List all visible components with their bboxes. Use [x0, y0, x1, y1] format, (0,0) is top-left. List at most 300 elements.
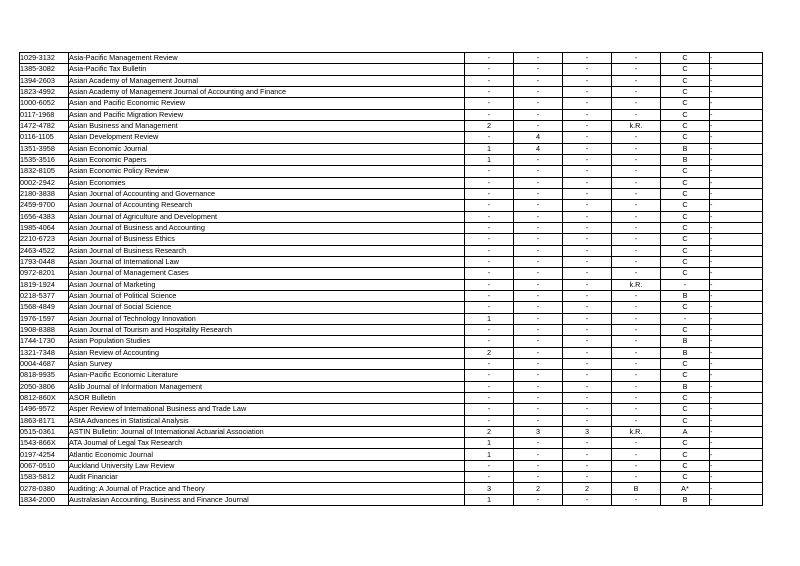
- journal-title-cell: Asian Journal of Political Science: [69, 290, 465, 301]
- rating-cell-3: -: [563, 200, 612, 211]
- journal-title-cell: Asian Population Studies: [69, 336, 465, 347]
- rating-cell-1: -: [465, 381, 514, 392]
- rating-cell-6: -: [710, 438, 763, 449]
- rating-cell-6: -: [710, 154, 763, 165]
- issn-cell: 1496-9572: [20, 404, 69, 415]
- rating-cell-5: C: [661, 188, 710, 199]
- rating-cell-6: -: [710, 109, 763, 120]
- issn-cell: 0002-2942: [20, 177, 69, 188]
- rating-cell-5: C: [661, 370, 710, 381]
- journal-title-cell: Asian Economies: [69, 177, 465, 188]
- rating-cell-4: -: [612, 222, 661, 233]
- rating-cell-5: C: [661, 460, 710, 471]
- table-row: [20, 75, 763, 86]
- journal-title-cell: Asian Economic Papers: [69, 154, 465, 165]
- issn-cell: 0004-4687: [20, 358, 69, 369]
- rating-cell-1: -: [465, 256, 514, 267]
- rating-cell-1: -: [465, 166, 514, 177]
- rating-cell-5: C: [661, 415, 710, 426]
- rating-cell-6: -: [710, 358, 763, 369]
- rating-cell-3: -: [563, 392, 612, 403]
- rating-cell-5: B: [661, 347, 710, 358]
- table-row: [20, 336, 763, 347]
- rating-cell-4: -: [612, 53, 661, 64]
- table-body: [20, 53, 763, 506]
- rating-cell-6: -: [710, 302, 763, 313]
- rating-cell-2: -: [514, 75, 563, 86]
- rating-cell-6: -: [710, 86, 763, 97]
- table-row: [20, 143, 763, 154]
- rating-cell-4: -: [612, 188, 661, 199]
- issn-cell: 1568-4849: [20, 302, 69, 313]
- table-row: [20, 460, 763, 471]
- rating-cell-6: -: [710, 143, 763, 154]
- rating-cell-5: C: [661, 392, 710, 403]
- rating-cell-4: -: [612, 200, 661, 211]
- table-row: [20, 324, 763, 335]
- rating-cell-2: -: [514, 86, 563, 97]
- rating-cell-3: -: [563, 64, 612, 75]
- issn-cell: 1000-6052: [20, 98, 69, 109]
- rating-cell-1: 2: [465, 120, 514, 131]
- rating-cell-2: -: [514, 166, 563, 177]
- rating-cell-5: -: [661, 313, 710, 324]
- rating-cell-4: -: [612, 438, 661, 449]
- table-row: [20, 358, 763, 369]
- table-row: [20, 177, 763, 188]
- rating-cell-2: -: [514, 324, 563, 335]
- issn-cell: 0116-1105: [20, 132, 69, 143]
- rating-cell-3: -: [563, 370, 612, 381]
- rating-cell-2: -: [514, 336, 563, 347]
- table-row: [20, 98, 763, 109]
- rating-cell-6: -: [710, 381, 763, 392]
- table-row: [20, 302, 763, 313]
- rating-cell-1: 1: [465, 449, 514, 460]
- rating-cell-6: -: [710, 200, 763, 211]
- rating-cell-2: -: [514, 313, 563, 324]
- table-row: [20, 64, 763, 75]
- journal-title-cell: Asian Review of Accounting: [69, 347, 465, 358]
- rating-cell-5: C: [661, 472, 710, 483]
- rating-cell-3: -: [563, 109, 612, 120]
- rating-cell-6: -: [710, 494, 763, 505]
- rating-cell-4: -: [612, 449, 661, 460]
- table-row: [20, 166, 763, 177]
- journal-title-cell: Asian-Pacific Economic Literature: [69, 370, 465, 381]
- journal-title-cell: Australasian Accounting, Business and Finance Journal: [69, 494, 465, 505]
- rating-cell-5: -: [661, 279, 710, 290]
- rating-cell-1: -: [465, 324, 514, 335]
- journal-title-cell: Asian Journal of Accounting and Governance: [69, 188, 465, 199]
- rating-cell-5: C: [661, 132, 710, 143]
- rating-cell-5: C: [661, 256, 710, 267]
- rating-cell-3: -: [563, 143, 612, 154]
- rating-cell-4: -: [612, 268, 661, 279]
- rating-cell-3: -: [563, 494, 612, 505]
- rating-cell-3: -: [563, 472, 612, 483]
- rating-cell-5: C: [661, 120, 710, 131]
- rating-cell-2: -: [514, 109, 563, 120]
- rating-cell-2: -: [514, 154, 563, 165]
- rating-cell-5: C: [661, 268, 710, 279]
- issn-cell: 0812-860X: [20, 392, 69, 403]
- issn-cell: 2463-4522: [20, 245, 69, 256]
- rating-cell-3: -: [563, 188, 612, 199]
- rating-cell-3: -: [563, 438, 612, 449]
- rating-cell-2: -: [514, 370, 563, 381]
- rating-cell-6: -: [710, 132, 763, 143]
- table-row: [20, 426, 763, 437]
- issn-cell: 1351-3958: [20, 143, 69, 154]
- journal-title-cell: ATA Journal of Legal Tax Research: [69, 438, 465, 449]
- rating-cell-3: -: [563, 324, 612, 335]
- journal-title-cell: Asian Journal of Agriculture and Development: [69, 211, 465, 222]
- issn-cell: 0972-8201: [20, 268, 69, 279]
- rating-cell-3: -: [563, 256, 612, 267]
- journal-title-cell: Asian Economic Journal: [69, 143, 465, 154]
- rating-cell-4: -: [612, 381, 661, 392]
- issn-cell: 2050-3806: [20, 381, 69, 392]
- issn-cell: 1029-3132: [20, 53, 69, 64]
- rating-cell-6: -: [710, 188, 763, 199]
- table-row: [20, 381, 763, 392]
- rating-cell-1: -: [465, 460, 514, 471]
- journal-title-cell: Asian Business and Management: [69, 120, 465, 131]
- rating-cell-5: C: [661, 234, 710, 245]
- rating-cell-1: -: [465, 188, 514, 199]
- rating-cell-4: k.R.: [612, 426, 661, 437]
- rating-cell-1: -: [465, 211, 514, 222]
- rating-cell-6: -: [710, 347, 763, 358]
- table-row: [20, 211, 763, 222]
- rating-cell-6: -: [710, 449, 763, 460]
- rating-cell-6: -: [710, 234, 763, 245]
- rating-cell-4: -: [612, 494, 661, 505]
- rating-cell-1: -: [465, 245, 514, 256]
- rating-cell-6: -: [710, 211, 763, 222]
- rating-cell-3: -: [563, 211, 612, 222]
- rating-cell-4: -: [612, 302, 661, 313]
- rating-cell-1: -: [465, 222, 514, 233]
- rating-cell-1: 2: [465, 347, 514, 358]
- journal-title-cell: Auckland University Law Review: [69, 460, 465, 471]
- journal-title-cell: Atlantic Economic Journal: [69, 449, 465, 460]
- rating-cell-6: -: [710, 472, 763, 483]
- journal-title-cell: AStA Advances in Statistical Analysis: [69, 415, 465, 426]
- rating-cell-2: -: [514, 302, 563, 313]
- journal-title-cell: Asia-Pacific Tax Bulletin: [69, 64, 465, 75]
- issn-cell: 1656-4383: [20, 211, 69, 222]
- rating-cell-1: 1: [465, 143, 514, 154]
- issn-cell: 1832-8105: [20, 166, 69, 177]
- rating-cell-4: -: [612, 166, 661, 177]
- journal-title-cell: Asian Development Review: [69, 132, 465, 143]
- rating-cell-3: -: [563, 166, 612, 177]
- rating-cell-5: C: [661, 449, 710, 460]
- rating-cell-2: -: [514, 358, 563, 369]
- rating-cell-6: -: [710, 313, 763, 324]
- rating-cell-6: -: [710, 483, 763, 494]
- rating-cell-1: -: [465, 392, 514, 403]
- rating-cell-3: -: [563, 86, 612, 97]
- table-row: [20, 313, 763, 324]
- rating-cell-6: -: [710, 460, 763, 471]
- rating-cell-3: 3: [563, 426, 612, 437]
- table-row: [20, 234, 763, 245]
- issn-cell: 1472-4782: [20, 120, 69, 131]
- rating-cell-2: -: [514, 279, 563, 290]
- rating-cell-6: -: [710, 222, 763, 233]
- issn-cell: 1908-8388: [20, 324, 69, 335]
- rating-cell-4: -: [612, 392, 661, 403]
- rating-cell-6: -: [710, 245, 763, 256]
- table-row: [20, 154, 763, 165]
- rating-cell-4: -: [612, 132, 661, 143]
- rating-cell-5: B: [661, 381, 710, 392]
- rating-cell-5: C: [661, 109, 710, 120]
- rating-cell-1: 2: [465, 426, 514, 437]
- rating-cell-4: -: [612, 86, 661, 97]
- journal-title-cell: Asian Academy of Management Journal: [69, 75, 465, 86]
- rating-cell-3: -: [563, 302, 612, 313]
- rating-cell-4: -: [612, 98, 661, 109]
- issn-cell: 1583-5812: [20, 472, 69, 483]
- rating-cell-3: -: [563, 53, 612, 64]
- table-row: [20, 86, 763, 97]
- rating-cell-2: -: [514, 381, 563, 392]
- rating-cell-3: -: [563, 268, 612, 279]
- table-row: [20, 245, 763, 256]
- rating-cell-2: -: [514, 392, 563, 403]
- journal-title-cell: Asian and Pacific Economic Review: [69, 98, 465, 109]
- rating-cell-1: -: [465, 75, 514, 86]
- rating-cell-2: -: [514, 98, 563, 109]
- rating-cell-5: A: [661, 426, 710, 437]
- rating-cell-5: C: [661, 75, 710, 86]
- rating-cell-4: -: [612, 347, 661, 358]
- rating-cell-1: 1: [465, 438, 514, 449]
- rating-cell-2: -: [514, 234, 563, 245]
- rating-cell-6: -: [710, 120, 763, 131]
- journal-ranking-table: [19, 52, 763, 506]
- rating-cell-3: -: [563, 132, 612, 143]
- table-row: [20, 120, 763, 131]
- journal-title-cell: Asian Survey: [69, 358, 465, 369]
- rating-cell-2: -: [514, 404, 563, 415]
- rating-cell-6: -: [710, 370, 763, 381]
- rating-cell-1: -: [465, 472, 514, 483]
- rating-cell-4: -: [612, 290, 661, 301]
- rating-cell-5: B: [661, 494, 710, 505]
- rating-cell-2: -: [514, 268, 563, 279]
- rating-cell-3: -: [563, 279, 612, 290]
- issn-cell: 2459-9700: [20, 200, 69, 211]
- journal-title-cell: Asian Journal of Social Science: [69, 302, 465, 313]
- rating-cell-1: -: [465, 336, 514, 347]
- rating-cell-3: -: [563, 404, 612, 415]
- issn-cell: 0067-0510: [20, 460, 69, 471]
- rating-cell-2: 4: [514, 143, 563, 154]
- rating-cell-1: -: [465, 53, 514, 64]
- journal-title-cell: ASOR Bulletin: [69, 392, 465, 403]
- journal-title-cell: Asian Journal of Business Research: [69, 245, 465, 256]
- table-row: [20, 279, 763, 290]
- issn-cell: 1863-8171: [20, 415, 69, 426]
- rating-cell-2: -: [514, 200, 563, 211]
- rating-cell-4: -: [612, 245, 661, 256]
- rating-cell-1: -: [465, 370, 514, 381]
- rating-cell-5: C: [661, 358, 710, 369]
- journal-title-cell: Asper Review of International Business and Trade Law: [69, 404, 465, 415]
- rating-cell-2: 4: [514, 132, 563, 143]
- issn-cell: 1321-7348: [20, 347, 69, 358]
- rating-cell-3: -: [563, 460, 612, 471]
- issn-cell: 1985-4064: [20, 222, 69, 233]
- table-row: [20, 268, 763, 279]
- rating-cell-4: -: [612, 177, 661, 188]
- rating-cell-5: C: [661, 404, 710, 415]
- journal-title-cell: Asia-Pacific Management Review: [69, 53, 465, 64]
- journal-title-cell: Asian Academy of Management Journal of Accounting and Finance: [69, 86, 465, 97]
- rating-cell-4: -: [612, 75, 661, 86]
- rating-cell-1: -: [465, 358, 514, 369]
- rating-cell-5: C: [661, 53, 710, 64]
- rating-cell-6: -: [710, 64, 763, 75]
- rating-cell-1: -: [465, 98, 514, 109]
- issn-cell: 1819-1924: [20, 279, 69, 290]
- rating-cell-2: -: [514, 494, 563, 505]
- rating-cell-6: -: [710, 177, 763, 188]
- rating-cell-4: -: [612, 234, 661, 245]
- issn-cell: 0515-0361: [20, 426, 69, 437]
- table-row: [20, 200, 763, 211]
- rating-cell-5: B: [661, 336, 710, 347]
- rating-cell-2: -: [514, 53, 563, 64]
- issn-cell: 2180-3838: [20, 188, 69, 199]
- rating-cell-3: 2: [563, 483, 612, 494]
- rating-cell-5: B: [661, 290, 710, 301]
- rating-cell-6: -: [710, 256, 763, 267]
- rating-cell-4: -: [612, 109, 661, 120]
- rating-cell-3: -: [563, 75, 612, 86]
- rating-cell-2: -: [514, 188, 563, 199]
- rating-cell-4: -: [612, 211, 661, 222]
- rating-cell-3: -: [563, 98, 612, 109]
- table-row: [20, 404, 763, 415]
- rating-cell-5: B: [661, 143, 710, 154]
- journal-title-cell: Aslib Journal of Information Management: [69, 381, 465, 392]
- rating-cell-6: -: [710, 98, 763, 109]
- journal-title-cell: Asian Journal of International Law: [69, 256, 465, 267]
- rating-cell-1: -: [465, 86, 514, 97]
- issn-cell: 1394-2603: [20, 75, 69, 86]
- rating-cell-5: C: [661, 86, 710, 97]
- issn-cell: 0818-9935: [20, 370, 69, 381]
- rating-cell-6: -: [710, 404, 763, 415]
- rating-cell-4: -: [612, 460, 661, 471]
- rating-cell-3: -: [563, 245, 612, 256]
- rating-cell-6: -: [710, 392, 763, 403]
- table-row: [20, 370, 763, 381]
- rating-cell-3: -: [563, 313, 612, 324]
- rating-cell-1: 1: [465, 313, 514, 324]
- issn-cell: 1535-3516: [20, 154, 69, 165]
- rating-cell-5: C: [661, 211, 710, 222]
- journal-title-cell: Asian Journal of Marketing: [69, 279, 465, 290]
- rating-cell-2: -: [514, 64, 563, 75]
- issn-cell: 1385-3082: [20, 64, 69, 75]
- rating-cell-3: -: [563, 177, 612, 188]
- rating-cell-2: -: [514, 472, 563, 483]
- rating-cell-5: C: [661, 438, 710, 449]
- rating-cell-4: B: [612, 483, 661, 494]
- journal-title-cell: Auditing: A Journal of Practice and Theory: [69, 483, 465, 494]
- rating-cell-6: -: [710, 166, 763, 177]
- journal-title-cell: Asian Journal of Accounting Research: [69, 200, 465, 211]
- rating-cell-4: -: [612, 64, 661, 75]
- rating-cell-1: -: [465, 268, 514, 279]
- rating-cell-2: -: [514, 177, 563, 188]
- rating-cell-3: -: [563, 358, 612, 369]
- journal-title-cell: ASTIN Bulletin: Journal of International Actuarial Association: [69, 426, 465, 437]
- issn-cell: 1744-1730: [20, 336, 69, 347]
- rating-cell-6: -: [710, 75, 763, 86]
- rating-cell-3: -: [563, 381, 612, 392]
- rating-cell-1: 1: [465, 494, 514, 505]
- rating-cell-2: -: [514, 245, 563, 256]
- table-row: [20, 256, 763, 267]
- issn-cell: 0218-5377: [20, 290, 69, 301]
- table-row: [20, 483, 763, 494]
- rating-cell-6: -: [710, 336, 763, 347]
- rating-cell-6: -: [710, 53, 763, 64]
- rating-cell-3: -: [563, 154, 612, 165]
- rating-cell-2: -: [514, 290, 563, 301]
- journal-title-cell: Asian Journal of Tourism and Hospitality Research: [69, 324, 465, 335]
- rating-cell-1: -: [465, 290, 514, 301]
- journal-title-cell: Asian Journal of Business and Accounting: [69, 222, 465, 233]
- table-row: [20, 494, 763, 505]
- issn-cell: 1793-0448: [20, 256, 69, 267]
- rating-cell-2: -: [514, 347, 563, 358]
- rating-cell-4: -: [612, 404, 661, 415]
- rating-cell-1: -: [465, 234, 514, 245]
- issn-cell: 0117-1968: [20, 109, 69, 120]
- rating-cell-3: -: [563, 290, 612, 301]
- rating-cell-5: C: [661, 98, 710, 109]
- rating-cell-1: -: [465, 132, 514, 143]
- rating-cell-1: -: [465, 109, 514, 120]
- issn-cell: 2210-6723: [20, 234, 69, 245]
- rating-cell-4: k.R.: [612, 120, 661, 131]
- rating-cell-5: C: [661, 177, 710, 188]
- journal-title-cell: Audit Financiar: [69, 472, 465, 483]
- rating-cell-4: -: [612, 472, 661, 483]
- rating-cell-4: -: [612, 154, 661, 165]
- rating-cell-3: -: [563, 222, 612, 233]
- rating-cell-1: 1: [465, 154, 514, 165]
- rating-cell-2: -: [514, 415, 563, 426]
- rating-cell-1: -: [465, 200, 514, 211]
- rating-cell-2: -: [514, 438, 563, 449]
- rating-cell-2: 3: [514, 426, 563, 437]
- rating-cell-1: -: [465, 302, 514, 313]
- rating-cell-2: 2: [514, 483, 563, 494]
- rating-cell-5: C: [661, 166, 710, 177]
- rating-cell-4: -: [612, 370, 661, 381]
- rating-cell-5: A*: [661, 483, 710, 494]
